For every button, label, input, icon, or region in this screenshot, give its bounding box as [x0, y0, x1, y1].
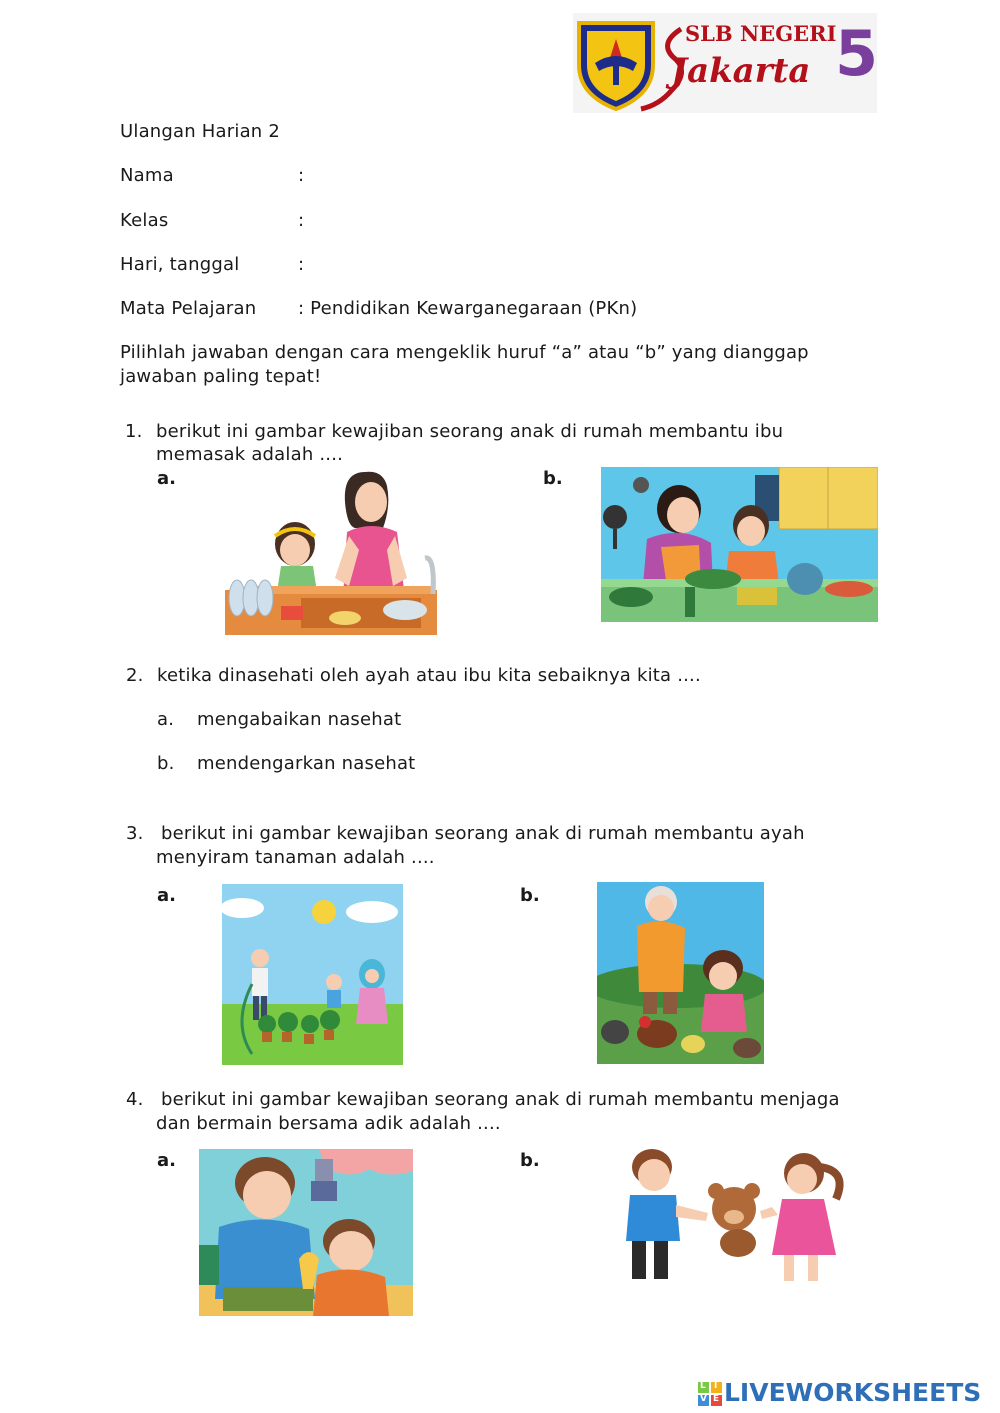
- question-2-option-a-text[interactable]: mengabaikan nasehat: [197, 709, 402, 730]
- question-4-line-1: berikut ini gambar kewajiban seorang anak di rumah membantu menjaga: [161, 1089, 840, 1110]
- question-3-line-2: menyiram tanaman adalah ....: [156, 847, 435, 868]
- fighting-over-toy-illustration[interactable]: [622, 1147, 848, 1283]
- badge-letter-i: I: [714, 1381, 718, 1391]
- field-label-kelas: Kelas: [120, 210, 169, 231]
- washing-dishes-illustration[interactable]: [225, 466, 437, 635]
- liveworksheets-badge: [698, 1382, 722, 1406]
- question-2-number: 2.: [126, 665, 144, 686]
- liveworksheets-logo-text: LIVEWORKSHEETS: [724, 1378, 982, 1407]
- logo-number: 5: [835, 17, 879, 90]
- watering-plants-illustration[interactable]: [222, 884, 403, 1065]
- cooking-together-illustration[interactable]: [601, 467, 878, 622]
- field-value-nama[interactable]: :: [298, 165, 305, 186]
- field-label-mata-pelajaran: Mata Pelajaran: [120, 298, 257, 319]
- field-value-kelas[interactable]: :: [298, 210, 305, 231]
- instruction-line-2: jawaban paling tepat!: [120, 366, 322, 387]
- feeding-animals-illustration[interactable]: [597, 882, 764, 1064]
- school-logo: [573, 13, 877, 113]
- field-value-mata-pelajaran: : Pendidikan Kewarganegaraan (PKn): [298, 298, 638, 319]
- field-value-hari-tanggal[interactable]: :: [298, 254, 305, 275]
- question-4-number: 4.: [126, 1089, 144, 1110]
- question-1-option-a-label[interactable]: a.: [157, 468, 176, 489]
- question-3-line-1: berikut ini gambar kewajiban seorang anak di rumah membantu ayah: [161, 823, 805, 844]
- playing-with-sibling-illustration[interactable]: [199, 1149, 413, 1316]
- question-1-number: 1.: [125, 421, 143, 442]
- question-4-line-2: dan bermain bersama adik adalah ....: [156, 1113, 501, 1134]
- question-1-line-1: berikut ini gambar kewajiban seorang anak di rumah membantu ibu: [156, 421, 784, 442]
- logo-school-name: SLB NEGERI: [685, 21, 837, 46]
- logo-city-name: Jakarta: [671, 51, 811, 91]
- question-3-number: 3.: [126, 823, 144, 844]
- field-label-hari-tanggal: Hari, tanggal: [120, 254, 240, 275]
- question-3-option-b-label[interactable]: b.: [520, 885, 540, 906]
- question-2-option-a-label[interactable]: a.: [157, 709, 175, 730]
- question-4-option-a-label[interactable]: a.: [157, 1150, 176, 1171]
- question-3-option-a-label[interactable]: a.: [157, 885, 176, 906]
- question-1-option-b-label[interactable]: b.: [543, 468, 563, 489]
- question-2-option-b-label[interactable]: b.: [157, 753, 175, 774]
- badge-letter-l: L: [700, 1381, 706, 1391]
- badge-letter-v: V: [700, 1394, 707, 1404]
- page-title: Ulangan Harian 2: [120, 121, 280, 142]
- badge-letter-e: E: [713, 1394, 720, 1404]
- instruction-line-1: Pilihlah jawaban dengan cara mengeklik huruf “a” atau “b” yang dianggap: [120, 342, 809, 363]
- field-label-nama: Nama: [120, 165, 174, 186]
- question-1-line-2: memasak adalah ....: [156, 444, 344, 465]
- question-2-option-b-text[interactable]: mendengarkan nasehat: [197, 753, 416, 774]
- question-4-option-b-label[interactable]: b.: [520, 1150, 540, 1171]
- question-2-line-1: ketika dinasehati oleh ayah atau ibu kita sebaiknya kita ....: [157, 665, 701, 686]
